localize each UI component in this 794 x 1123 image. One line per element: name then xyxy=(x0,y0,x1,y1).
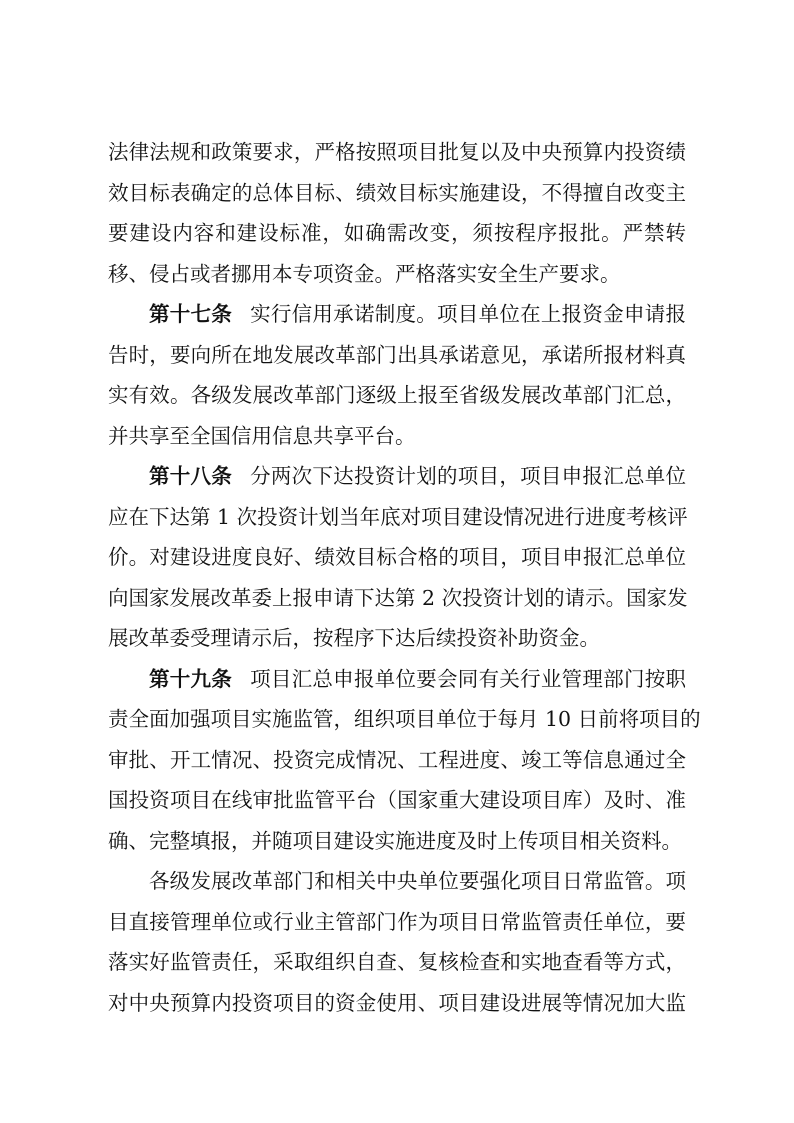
text-line: 展改革委受理请示后，按程序下达后续投资补助资金。 xyxy=(108,626,600,650)
text-line: 审批、开工情况、投资完成情况、工程进度、竣工等信息通过全 xyxy=(108,747,686,772)
text-line: 价。对建设进度良好、绩效目标合格的项目，项目申报汇总单位 xyxy=(108,545,686,569)
text-line: 责全面加强项目实施监管，组织项目单位于每月 10 日前将项目的 xyxy=(108,707,701,731)
text-line: 法律法规和政策要求，严格按照项目批复以及中央预算内投资绩 xyxy=(108,140,686,164)
article-heading: 第十八条 xyxy=(149,464,233,488)
text-line: 并共享至全国信用信息共享平台。 xyxy=(108,423,416,448)
paragraph xyxy=(108,132,686,294)
text-line: 对中央预算内投资项目的资金使用、项目建设进展等情况加大监 xyxy=(108,990,686,1015)
text-line: 告时，要向所在地发展改革部门出具承诺意见，承诺所报材料真 xyxy=(108,342,686,367)
paragraph-article-17 xyxy=(108,294,686,456)
paragraph xyxy=(108,861,686,1023)
text-line: 效目标表确定的总体目标、绩效目标实施建设，不得擅自改变主 xyxy=(108,180,686,205)
paragraph-article-19 xyxy=(108,659,701,862)
text-line: 实有效。各级发展改革部门逐级上报至省级发展改革部门汇总， xyxy=(108,383,686,407)
article-heading: 第十七条 xyxy=(149,302,233,326)
text-line: 国投资项目在线审批监管平台（国家重大建设项目库）及时、准 xyxy=(108,788,686,812)
text-line: 要建设内容和建设标准，如确需改变，须按程序报批。严禁转 xyxy=(108,221,686,245)
text-line: 各级发展改革部门和相关中央单位要强化项目日常监管。项 xyxy=(149,869,686,893)
text-line-body: 实行信用承诺制度。项目单位在上报资金申请报 xyxy=(250,302,687,326)
text-line: 移、侵占或者挪用本专项资金。严格落实安全生产要求。 xyxy=(108,261,621,286)
text-line: 目直接管理单位或行业主管部门作为项目日常监管责任单位，要 xyxy=(108,909,686,934)
text-line: 确、完整填报，并随项目建设实施进度及时上传项目相关资料。 xyxy=(108,828,682,853)
text-line: 应在下达第 1 次投资计划当年底对项目建设情况进行进度考核评 xyxy=(108,504,688,529)
text-line-body: 项目汇总申报单位要会同有关行业管理部门按职 xyxy=(250,666,687,691)
text-line xyxy=(108,456,686,497)
text-line xyxy=(108,659,686,700)
text-line-body: 分两次下达投资计划的项目，项目申报汇总单位 xyxy=(250,464,687,488)
article-heading: 第十九条 xyxy=(149,666,233,691)
document-body xyxy=(108,132,701,1023)
text-line xyxy=(108,294,686,335)
text-line: 落实好监管责任，采取组织自查、复核检查和实地查看等方式， xyxy=(108,950,686,974)
text-line: 向国家发展改革委上报申请下达第 2 次投资计划的请示。国家发 xyxy=(108,585,688,610)
paragraph-article-18 xyxy=(108,456,686,659)
